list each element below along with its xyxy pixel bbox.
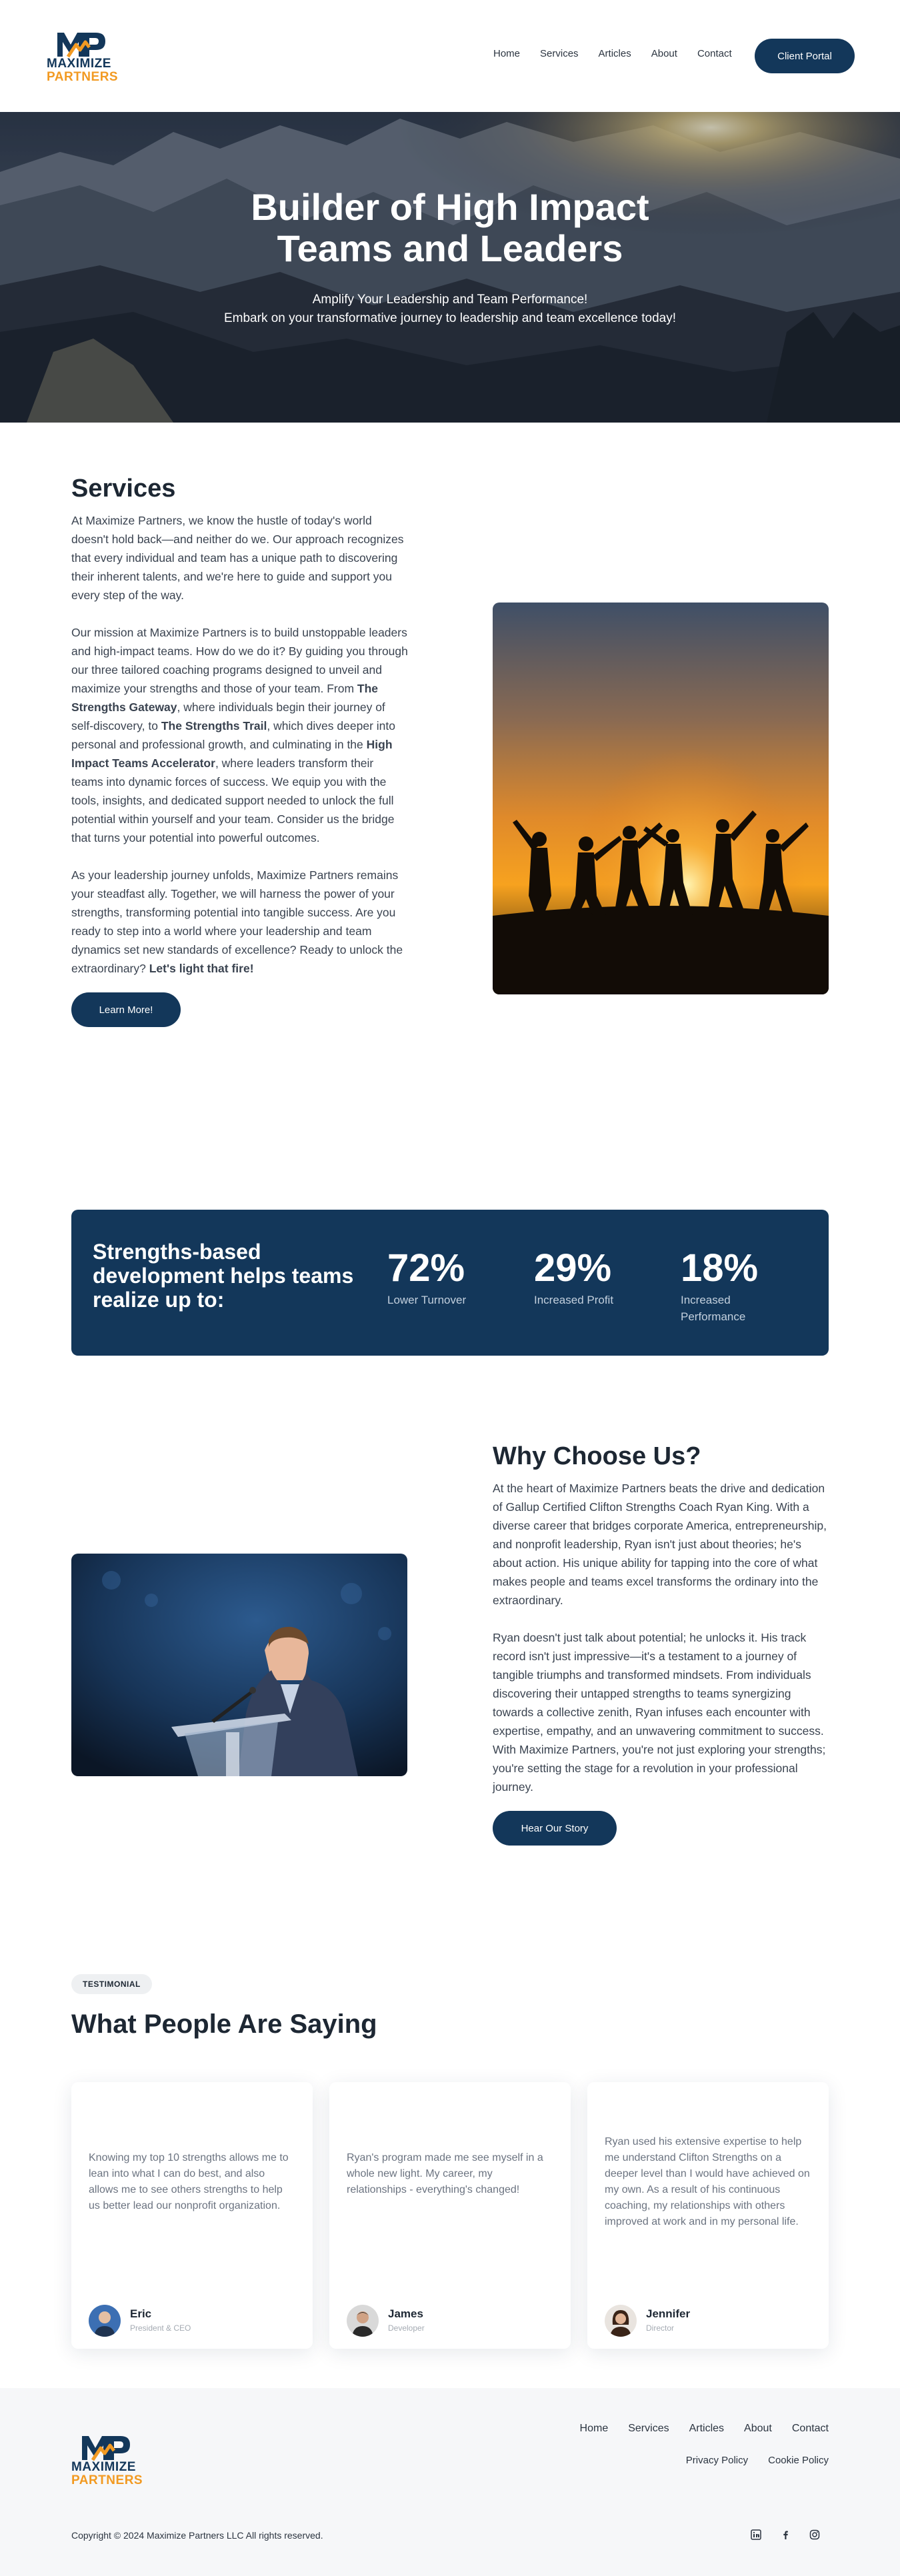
avatar-eric-icon xyxy=(89,2305,121,2337)
site-header xyxy=(0,0,900,112)
testimonial-role: Director xyxy=(646,2323,675,2333)
stat-increased-profit xyxy=(534,1246,667,1308)
avatar-jennifer-icon xyxy=(605,2305,637,2337)
instagram-icon[interactable] xyxy=(807,2527,822,2542)
stat-increased-performance xyxy=(681,1246,761,1325)
avatar xyxy=(347,2305,379,2337)
hear-our-story-button[interactable]: Hear Our Story xyxy=(493,1811,617,1846)
stats-banner xyxy=(71,1210,829,1356)
client-portal-button[interactable]: Client Portal xyxy=(755,39,855,73)
hero-subtitle-line2: Embark on your transformative journey to leadership and team excellence today! xyxy=(223,311,677,325)
speaker-illustration xyxy=(71,1554,407,1776)
testimonials-heading: What People Are Saying xyxy=(71,2009,377,2039)
avatar-james-icon xyxy=(347,2305,379,2337)
team-silhouette-illustration xyxy=(493,603,829,994)
services-p2-text-c: , where individuals begin their journey of self-discovery, to xyxy=(71,700,385,732)
why-paragraph-2: Ryan doesn't just talk about potential; he unlocks it. His track record isn't just impressive—it's a testament to a journey of tangible triumphs and transformed mindsets. From individuals discovering their untapped strengths to teams synergizing towards a collective zenith, Ryan infuses each encounter with expertise, empathy, and an unwavering commitment to success. With Maximize Partners, you're not just exploring your strengths; you're setting the stage for a revolution in your professional journey. xyxy=(493,1631,826,1794)
testimonial-badge: TESTIMONIAL xyxy=(71,1974,152,1994)
logo-mark-icon xyxy=(81,2433,131,2461)
team-silhouette-sunset-image xyxy=(493,603,829,994)
facebook-icon[interactable] xyxy=(778,2527,793,2542)
hero-banner xyxy=(0,112,900,423)
logo-word-partners: PARTNERS xyxy=(47,70,119,84)
testimonial-quote: Knowing my top 10 strengths allows me to lean into what I can do best, and also allows me to see others strengths to help us better lead our nonprofit organization. xyxy=(89,2152,289,2211)
testimonial-role: Developer xyxy=(388,2323,425,2333)
nav-services[interactable]: Services xyxy=(540,48,579,59)
speaker-podium-image xyxy=(71,1554,407,1776)
stat-label: Increased Performance xyxy=(681,1294,746,1323)
footer-nav-about[interactable]: About xyxy=(744,2423,772,2434)
logo-word-partners: PARTNERS xyxy=(71,2473,143,2487)
nav-articles[interactable]: Articles xyxy=(598,48,631,59)
program-strengths-gateway: The Strengths Gateway xyxy=(71,682,379,714)
footer-nav-home[interactable]: Home xyxy=(579,2423,609,2434)
stat-value: 72% xyxy=(387,1246,465,1290)
hero-subtitle-line1: Amplify Your Leadership and Team Performance! xyxy=(312,293,588,307)
footer-nav xyxy=(560,2423,829,2435)
privacy-policy-link[interactable]: Privacy Policy xyxy=(685,2455,749,2466)
nav-about[interactable]: About xyxy=(651,48,677,59)
testimonial-card-eric xyxy=(71,2082,313,2349)
services-paragraph-1: At Maximize Partners, we know the hustle of today's world doesn't hold back—and neither do we. Our approach recognizes that every individual and team has a unique path to discovering their inherent talents, and we're here to guide and support you every step of the way. xyxy=(71,514,404,602)
avatar xyxy=(605,2305,637,2337)
nav-contact[interactable]: Contact xyxy=(697,48,732,59)
program-high-impact-teams-accelerator: High Impact Teams Accelerator xyxy=(71,738,393,770)
avatar xyxy=(89,2305,121,2337)
brand-logo[interactable] xyxy=(47,30,127,82)
footer-nav-services[interactable]: Services xyxy=(628,2423,669,2434)
why-paragraph-1: At the heart of Maximize Partners beats the drive and dedication of Gallup Certified Clifton Strengths Coach Ryan King. With a diverse career that bridges corporate America, entrepreneurship, and nonprofit leadership, Ryan isn't just about theories; he's about action. His unique ability for tapping into the core of what makes people and teams excel transforms the ordinary into the extraordinary. xyxy=(493,1482,827,1607)
testimonial-name: James xyxy=(388,2307,423,2320)
footer-legal-links xyxy=(666,2455,829,2466)
hero-title-line1: Builder of High Impact xyxy=(251,186,649,228)
site-footer xyxy=(0,2388,900,2576)
main-nav xyxy=(493,48,752,59)
why-choose-us-section xyxy=(493,1442,833,1846)
footer-nav-articles[interactable]: Articles xyxy=(689,2423,725,2434)
services-paragraph-3 xyxy=(71,866,408,978)
logo-word-maximize: MAXIMIZE xyxy=(47,57,111,71)
stats-lead-text: Strengths-based development helps teams realize up to: xyxy=(93,1240,354,1312)
services-p3-emphasis: Let's light that fire! xyxy=(149,962,254,975)
services-section xyxy=(71,475,408,1027)
stat-value: 18% xyxy=(681,1246,759,1290)
services-heading: Services xyxy=(71,475,176,503)
services-paragraph-2 xyxy=(71,623,408,847)
services-p2-text-e: , where leaders transform their teams into dynamic forces of success. We equip you with the tools, insights, and dedicated support needed to unlock the full potential within yourself and your team. Consider us the bridge that turns your potential into powerful outcomes. xyxy=(71,756,395,844)
linkedin-icon[interactable] xyxy=(749,2527,763,2542)
services-p2-text-d: , which dives deeper into personal and professional growth, and culminating in the xyxy=(71,719,395,751)
testimonial-role: President & CEO xyxy=(130,2323,191,2333)
logo-word-maximize: MAXIMIZE xyxy=(71,2460,136,2474)
stat-value: 29% xyxy=(534,1246,612,1290)
learn-more-button[interactable]: Learn More! xyxy=(71,992,181,1027)
hero-title-line2: Teams and Leaders xyxy=(277,227,623,269)
logo-mark-icon xyxy=(56,30,107,58)
cookie-policy-link[interactable]: Cookie Policy xyxy=(768,2455,829,2466)
stat-label: Lower Turnover xyxy=(387,1294,467,1306)
testimonial-card-jennifer xyxy=(587,2082,829,2349)
testimonial-name: Eric xyxy=(130,2307,152,2320)
program-strengths-trail: The Strengths Trail xyxy=(161,719,267,732)
testimonial-card-james xyxy=(329,2082,571,2349)
why-heading: Why Choose Us? xyxy=(493,1442,701,1470)
footer-nav-contact[interactable]: Contact xyxy=(791,2423,829,2434)
nav-home[interactable]: Home xyxy=(493,48,521,59)
stat-label: Increased Profit xyxy=(534,1294,614,1306)
testimonial-quote: Ryan used his extensive expertise to help me understand Clifton Strengths on a deeper level than I would have achieved on my own. As a result of his continuous coaching, my relationships with others improved at work and in my personal life. xyxy=(605,2136,810,2227)
footer-logo[interactable] xyxy=(71,2433,151,2485)
hero-subtitle xyxy=(0,291,900,328)
services-p2-text-a: Our mission at Maximize Partners is to build unstoppable leaders and high-impact teams. How do we do it? By guiding you through our three tailored coaching programs designed to unveil and maximize your strengths and those of your team. From xyxy=(71,626,408,695)
hero-title xyxy=(0,187,900,269)
testimonial-name: Jennifer xyxy=(646,2307,691,2320)
testimonial-quote: Ryan's program made me see myself in a whole new light. My career, my relationships - everything's changed! xyxy=(347,2152,543,2195)
services-p3-text: As your leadership journey unfolds, Maximize Partners remains your steadfast ally. Together, we will harness the power of your strengths, transforming potential into tangible success. Are you ready to step into a world where your leadership and team dynamics set new standards of excellence? Ready to unlock the extraordinary? xyxy=(71,868,403,975)
copyright-text: Copyright © 2024 Maximize Partners LLC All rights reserved. xyxy=(71,2530,323,2541)
stat-lower-turnover xyxy=(387,1246,521,1308)
